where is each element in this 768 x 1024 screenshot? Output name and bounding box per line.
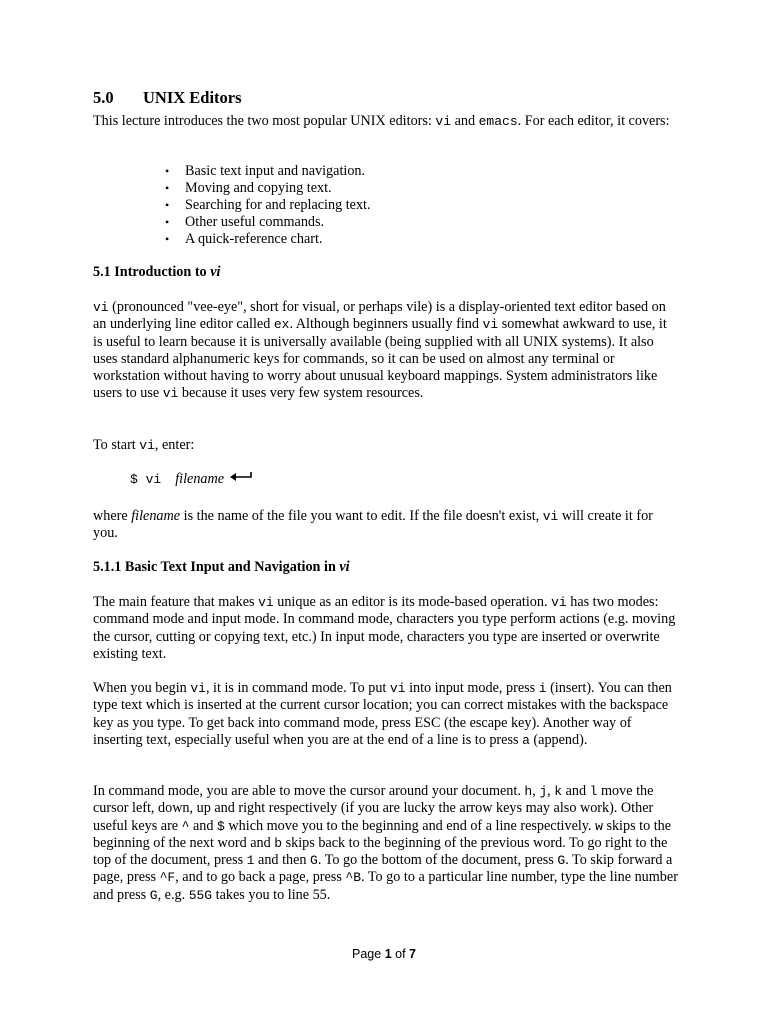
code-run: $ [217, 818, 225, 834]
text-run: The main feature that makes [93, 594, 259, 610]
vi-intro-paragraph [93, 299, 678, 403]
code-run: i [538, 681, 547, 696]
current-page-number: 1 [384, 947, 392, 961]
text-run: (append). [529, 731, 588, 748]
text-run: and then [254, 852, 311, 869]
text-run: is the name of the file you want to edit. If the file doesn't exist, [180, 508, 543, 524]
text-run: When you begin [93, 680, 191, 696]
text-run: skips to the beginning of the next word and [93, 817, 672, 851]
text-run: move the cursor left, down, up and right respectively (if you are lucky the arrow keys may also work). Other useful keys are [93, 783, 654, 834]
code-run: G [149, 887, 158, 903]
start-vi-paragraph [93, 437, 678, 454]
input-mode-paragraph [93, 680, 678, 749]
text-run: into input mode, press [405, 680, 539, 696]
command-argument: filename [175, 471, 225, 487]
text-run: where [93, 508, 132, 524]
text-run: . To go the bottom of the document, press [317, 852, 558, 869]
section-number: 5.0 [93, 88, 114, 107]
subsection-heading-5-1 [93, 264, 220, 281]
code-run: b [274, 835, 283, 851]
section-title: UNIX Editors [143, 88, 242, 107]
text-run: . To go to a particular line number, type the line number and press [93, 869, 678, 903]
code-run: emacs [478, 114, 518, 129]
text-run: , it is in command mode. To put [205, 680, 390, 696]
code-run: vi [482, 317, 499, 333]
code-run: vi [162, 386, 179, 402]
text-run: . For each editor, it covers: [517, 113, 670, 129]
code-run: k [554, 784, 563, 799]
navigation-paragraph [93, 783, 678, 904]
emphasis-run: filename [131, 508, 181, 524]
text-run: takes you to line 55. [212, 886, 331, 903]
subsection-heading-5-1-1 [93, 559, 350, 576]
code-run: vi [542, 509, 559, 524]
heading-text: 5.1.1 Basic Text Input and Navigation in [93, 559, 340, 575]
code-run: w [595, 818, 603, 834]
command-example [130, 471, 253, 488]
text-run: , [547, 783, 555, 799]
heading-emphasis: vi [339, 559, 350, 575]
text-run: . To skip forward a page, press [93, 852, 673, 886]
text-run: To start [93, 437, 140, 453]
code-run: 1 [246, 853, 255, 869]
text-run: somewhat awkward to use, it is useful to learn because it is universally available (being supplied with all UNIX systems). It also uses standard alphanumeric keys for commands, so it can be used on almost any terminal or workstation without having to worry about unusual keyboard mappings. System administrators like users to use [93, 316, 667, 402]
code-run: ^ [181, 818, 190, 834]
text-run: This lecture introduces the two most popular UNIX editors: [93, 113, 436, 129]
section-heading [93, 88, 242, 108]
code-run: vi [258, 595, 274, 610]
list-item: • A quick-reference chart. [165, 231, 371, 248]
text-run: skips back to the beginning of the previous word. To go right to the top of the document, press [93, 834, 668, 869]
topic-list [165, 163, 371, 248]
text-run: , enter: [154, 437, 195, 453]
page-label: Page [352, 947, 385, 961]
intro-paragraph [93, 113, 678, 130]
code-run: j [539, 784, 548, 799]
enter-key-icon [229, 471, 253, 488]
code-run: ^F [159, 870, 176, 886]
code-run: G [310, 853, 318, 869]
text-run: and [562, 783, 590, 799]
list-item: • Other useful commands. [165, 214, 371, 231]
mode-paragraph [93, 594, 678, 663]
page-of-label: of [391, 947, 410, 961]
text-run: In command mode, you are able to move the cursor around your document. [93, 783, 525, 799]
list-item: • Searching for and replacing text. [165, 197, 371, 214]
code-run: vi [139, 438, 155, 453]
code-run: ex [273, 317, 290, 333]
code-run: a [522, 732, 530, 748]
text-run: . Although beginners usually find [289, 316, 483, 333]
text-run: (pronounced "vee-eye", short for visual, or perhaps vile) is a display-oriented text editor based on an underlying line editor called [93, 299, 666, 333]
text-run: , e.g. [157, 886, 189, 903]
list-item: • Basic text input and navigation. [165, 163, 371, 180]
heading-emphasis: vi [210, 264, 221, 280]
text-run: has two modes: command mode and input mode. In command mode, characters you type perform actions (e.g. moving the cursor, cutting or copying text, etc.) In input mode, characters you type are inserted or overwrite existing text. [93, 594, 676, 662]
code-run: vi [389, 681, 406, 696]
code-run: vi [435, 114, 452, 129]
code-run: G [557, 853, 566, 869]
code-run: l [589, 784, 598, 799]
code-run: vi [93, 300, 109, 315]
filename-paragraph [93, 508, 678, 543]
page-footer [0, 947, 768, 961]
code-run: h [524, 784, 533, 799]
text-run: because it uses very few system resources. [178, 385, 424, 402]
text-run: , [532, 783, 540, 799]
code-run: vi [551, 595, 567, 610]
heading-text: 5.1 Introduction to [93, 264, 211, 280]
code-run: 55G [188, 887, 213, 903]
code-run: vi [190, 681, 206, 696]
text-run: which move you to the beginning and end of a line respectively. [224, 817, 596, 834]
text-run: unique as an editor is its mode-based operation. [273, 594, 552, 610]
text-run: and [189, 817, 218, 834]
code-run: ^B [345, 870, 362, 886]
total-pages-number: 7 [409, 947, 416, 961]
command-prompt: $ vi [130, 472, 162, 487]
text-run: , and to go back a page, press [175, 869, 346, 886]
text-run: and [451, 113, 479, 129]
text-run: (insert). You can then type text which is inserted at the current cursor location; you can correct mistakes with the backspace key as you type. To get back into command mode, press ESC (the escape key). Another way of inserting text, especially useful when you are at the end of a line is to press [93, 680, 672, 748]
list-item: • Moving and copying text. [165, 180, 371, 197]
text-run: will create it for you. [93, 508, 653, 542]
